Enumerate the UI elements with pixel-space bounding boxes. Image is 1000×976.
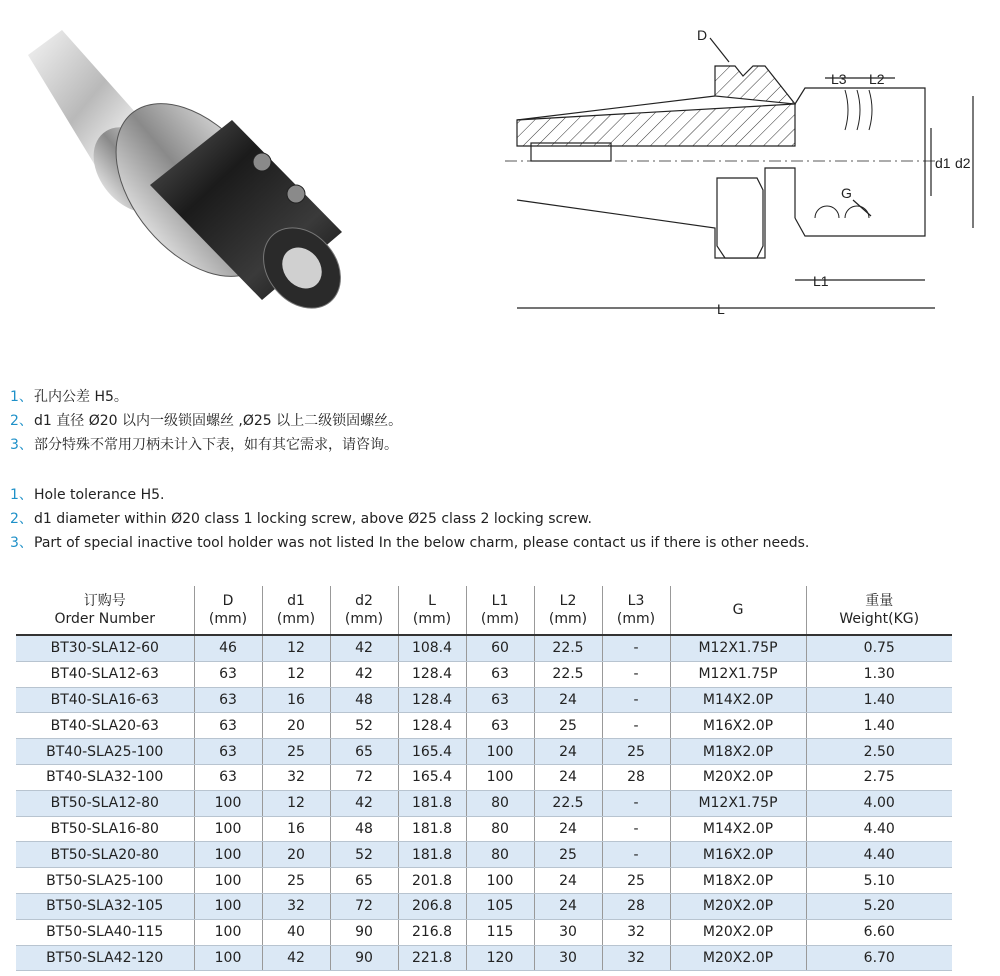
note-number: 3、: [10, 437, 33, 453]
table-cell: 28: [602, 764, 670, 790]
note-text: 孔内公差 H5。: [34, 389, 128, 405]
table-cell: 128.4: [398, 661, 466, 687]
table-cell: M20X2.0P: [670, 945, 806, 971]
table-cell: 42: [262, 945, 330, 971]
table-row: [16, 816, 952, 842]
technical-drawing: [495, 18, 995, 328]
table-row: [16, 868, 952, 894]
table-cell: 20: [262, 713, 330, 739]
product-photo: [0, 0, 400, 360]
spec-table: [16, 586, 952, 971]
table-cell: 80: [466, 842, 534, 868]
table-cell: 181.8: [398, 842, 466, 868]
table-cell: 60: [466, 635, 534, 661]
label-G: G: [841, 185, 852, 201]
table-cell: 6.70: [806, 945, 952, 971]
column-header-line1: d2: [355, 593, 373, 609]
table-cell: 63: [194, 661, 262, 687]
note-text: Hole tolerance H5.: [34, 487, 165, 503]
column-header: [262, 586, 330, 635]
note-item: [10, 409, 402, 433]
table-cell: 120: [466, 945, 534, 971]
table-cell: 0.75: [806, 635, 952, 661]
table-cell: M12X1.75P: [670, 790, 806, 816]
leader-D: [710, 38, 729, 62]
table-cell: 63: [194, 713, 262, 739]
table-row: [16, 919, 952, 945]
note-item: [10, 507, 809, 531]
table-cell: 48: [330, 816, 398, 842]
label-d1: d1: [935, 155, 951, 171]
table-cell: 4.40: [806, 842, 952, 868]
label-L1: L1: [813, 273, 829, 289]
table-cell: 42: [330, 635, 398, 661]
note-number: 3、: [10, 535, 33, 551]
note-number: 1、: [10, 487, 33, 503]
table-cell: -: [602, 790, 670, 816]
table-row: [16, 687, 952, 713]
table-cell: 46: [194, 635, 262, 661]
table-cell: -: [602, 816, 670, 842]
table-cell: 165.4: [398, 764, 466, 790]
table-cell: BT40-SLA25-100: [16, 739, 194, 765]
table-cell: 80: [466, 816, 534, 842]
column-header: [16, 586, 194, 635]
label-d2: d2: [955, 155, 971, 171]
table-cell: BT40-SLA20-63: [16, 713, 194, 739]
table-cell: 16: [262, 816, 330, 842]
column-header-line1: L: [428, 593, 436, 609]
table-cell: BT40-SLA32-100: [16, 764, 194, 790]
table-cell: 1.40: [806, 687, 952, 713]
column-header-line1: 重量: [865, 593, 894, 609]
table-row: [16, 739, 952, 765]
table-cell: 63: [466, 687, 534, 713]
table-row: [16, 790, 952, 816]
note-text: d1 直径 Ø20 以内一级锁固螺丝 ,Ø25 以上二级锁固螺丝。: [34, 413, 403, 429]
table-cell: 115: [466, 919, 534, 945]
notes-english: [10, 483, 809, 555]
table-cell: 63: [194, 739, 262, 765]
table-cell: 100: [194, 919, 262, 945]
note-text: d1 diameter within Ø20 class 1 locking screw, above Ø25 class 2 locking screw.: [34, 511, 592, 527]
table-cell: 100: [466, 739, 534, 765]
table-cell: 100: [466, 868, 534, 894]
column-header: [194, 586, 262, 635]
table-cell: 4.00: [806, 790, 952, 816]
table-cell: 128.4: [398, 687, 466, 713]
table-cell: 22.5: [534, 790, 602, 816]
column-header-line2: (mm): [208, 611, 248, 627]
column-header-line2: Weight(KG): [839, 611, 920, 627]
note-text: Part of special inactive tool holder was not listed In the below charm, please contact us if there is other needs.: [34, 535, 810, 551]
table-cell: 12: [262, 661, 330, 687]
note-number: 2、: [10, 511, 33, 527]
table-cell: M16X2.0P: [670, 842, 806, 868]
table-cell: BT40-SLA16-63: [16, 687, 194, 713]
table-cell: 6.60: [806, 919, 952, 945]
table-cell: 25: [262, 739, 330, 765]
label-D: D: [697, 27, 708, 43]
table-cell: 25: [534, 713, 602, 739]
table-cell: BT50-SLA16-80: [16, 816, 194, 842]
column-header-line2: (mm): [412, 611, 452, 627]
column-header-line2: (mm): [480, 611, 520, 627]
column-header-line1: d1: [287, 593, 305, 609]
table-cell: 4.40: [806, 816, 952, 842]
table-cell: 25: [262, 868, 330, 894]
table-cell: 90: [330, 945, 398, 971]
table-cell: 100: [194, 893, 262, 919]
table-cell: 108.4: [398, 635, 466, 661]
table-cell: 2.50: [806, 739, 952, 765]
table-row: [16, 893, 952, 919]
table-cell: M18X2.0P: [670, 739, 806, 765]
note-text: 部分特殊不常用刀柄未计入下表，如有其它需求，请咨询。: [34, 437, 398, 453]
table-cell: 100: [194, 842, 262, 868]
column-header: [398, 586, 466, 635]
note-number: 1、: [10, 389, 33, 405]
table-cell: 12: [262, 635, 330, 661]
table-cell: BT50-SLA32-105: [16, 893, 194, 919]
table-row: [16, 764, 952, 790]
table-cell: 30: [534, 919, 602, 945]
table-cell: 25: [534, 842, 602, 868]
column-header-line1: 订购号: [83, 593, 126, 609]
column-header-line2: (mm): [616, 611, 656, 627]
table-cell: 100: [194, 868, 262, 894]
table-row: [16, 661, 952, 687]
table-cell: 65: [330, 739, 398, 765]
table-cell: 52: [330, 842, 398, 868]
table-cell: BT50-SLA20-80: [16, 842, 194, 868]
table-cell: M12X1.75P: [670, 635, 806, 661]
note-item: [10, 433, 402, 457]
note-item: [10, 531, 809, 555]
table-cell: 16: [262, 687, 330, 713]
table-cell: 48: [330, 687, 398, 713]
table-cell: 2.75: [806, 764, 952, 790]
notes-chinese: [10, 385, 402, 457]
table-cell: -: [602, 687, 670, 713]
table-cell: 42: [330, 661, 398, 687]
table-cell: 63: [466, 713, 534, 739]
note-number: 2、: [10, 413, 33, 429]
table-cell: 65: [330, 868, 398, 894]
table-row: [16, 713, 952, 739]
table-cell: BT50-SLA12-80: [16, 790, 194, 816]
table-cell: 22.5: [534, 661, 602, 687]
table-cell: 24: [534, 893, 602, 919]
table-cell: 32: [602, 945, 670, 971]
table-cell: -: [602, 713, 670, 739]
table-cell: M14X2.0P: [670, 816, 806, 842]
table-cell: 24: [534, 816, 602, 842]
column-header: [330, 586, 398, 635]
table-cell: 63: [466, 661, 534, 687]
label-L3: L3: [831, 71, 847, 87]
table-cell: 72: [330, 893, 398, 919]
table-cell: 100: [194, 816, 262, 842]
table-cell: 20: [262, 842, 330, 868]
table-cell: 5.10: [806, 868, 952, 894]
table-cell: 1.40: [806, 713, 952, 739]
column-header: [670, 586, 806, 635]
table-cell: 201.8: [398, 868, 466, 894]
column-header-line1: L2: [559, 593, 577, 609]
table-cell: 63: [194, 764, 262, 790]
table-cell: 128.4: [398, 713, 466, 739]
column-header-line1: L3: [627, 593, 645, 609]
table-cell: 12: [262, 790, 330, 816]
note-item: [10, 483, 809, 507]
table-cell: 32: [602, 919, 670, 945]
table-cell: -: [602, 635, 670, 661]
table-cell: M18X2.0P: [670, 868, 806, 894]
table-cell: 181.8: [398, 790, 466, 816]
table-cell: 216.8: [398, 919, 466, 945]
table-cell: 100: [466, 764, 534, 790]
leader-G: [853, 200, 871, 216]
table-cell: 221.8: [398, 945, 466, 971]
table-header-row: [16, 586, 952, 635]
column-header-line2: (mm): [344, 611, 384, 627]
table-cell: 181.8: [398, 816, 466, 842]
table-cell: 32: [262, 893, 330, 919]
table-body: [16, 635, 952, 971]
column-header: [466, 586, 534, 635]
table-cell: -: [602, 661, 670, 687]
section-hatch: [517, 66, 795, 146]
table-cell: M16X2.0P: [670, 713, 806, 739]
label-L: L: [717, 301, 725, 317]
table-cell: 105: [466, 893, 534, 919]
table-cell: 42: [330, 790, 398, 816]
table-cell: 32: [262, 764, 330, 790]
table-row: [16, 945, 952, 971]
table-cell: 72: [330, 764, 398, 790]
table-row: [16, 842, 952, 868]
table-cell: BT50-SLA25-100: [16, 868, 194, 894]
table-cell: M20X2.0P: [670, 893, 806, 919]
column-header-line2: (mm): [276, 611, 316, 627]
table-cell: 25: [602, 739, 670, 765]
note-item: [10, 385, 402, 409]
table-cell: 40: [262, 919, 330, 945]
column-header-line1: L1: [491, 593, 509, 609]
table-cell: 24: [534, 687, 602, 713]
table-cell: 100: [194, 945, 262, 971]
table-cell: 24: [534, 868, 602, 894]
table-cell: 165.4: [398, 739, 466, 765]
table-cell: 1.30: [806, 661, 952, 687]
table-cell: BT50-SLA40-115: [16, 919, 194, 945]
table-cell: 63: [194, 687, 262, 713]
locking-screw-1: [253, 153, 271, 171]
table-row: [16, 635, 952, 661]
column-header-line2: Order Number: [54, 611, 155, 627]
table-cell: 206.8: [398, 893, 466, 919]
label-L2: L2: [869, 71, 885, 87]
table-cell: BT30-SLA12-60: [16, 635, 194, 661]
table-cell: M14X2.0P: [670, 687, 806, 713]
table-cell: 80: [466, 790, 534, 816]
table-cell: 5.20: [806, 893, 952, 919]
column-header: [602, 586, 670, 635]
column-header-line2: (mm): [548, 611, 588, 627]
table-cell: 28: [602, 893, 670, 919]
table-cell: 25: [602, 868, 670, 894]
table-cell: 24: [534, 739, 602, 765]
column-header: [806, 586, 952, 635]
table-cell: M20X2.0P: [670, 764, 806, 790]
table-cell: M20X2.0P: [670, 919, 806, 945]
table-cell: 100: [194, 790, 262, 816]
table-cell: BT50-SLA42-120: [16, 945, 194, 971]
table-cell: 22.5: [534, 635, 602, 661]
table-cell: 52: [330, 713, 398, 739]
locking-screw-2: [287, 185, 305, 203]
table-cell: -: [602, 842, 670, 868]
table-cell: 90: [330, 919, 398, 945]
column-header-line1: G: [732, 602, 744, 618]
table-cell: 24: [534, 764, 602, 790]
column-header-line1: D: [222, 593, 234, 609]
table-cell: BT40-SLA12-63: [16, 661, 194, 687]
table-cell: 30: [534, 945, 602, 971]
table-cell: M12X1.75P: [670, 661, 806, 687]
column-header: [534, 586, 602, 635]
